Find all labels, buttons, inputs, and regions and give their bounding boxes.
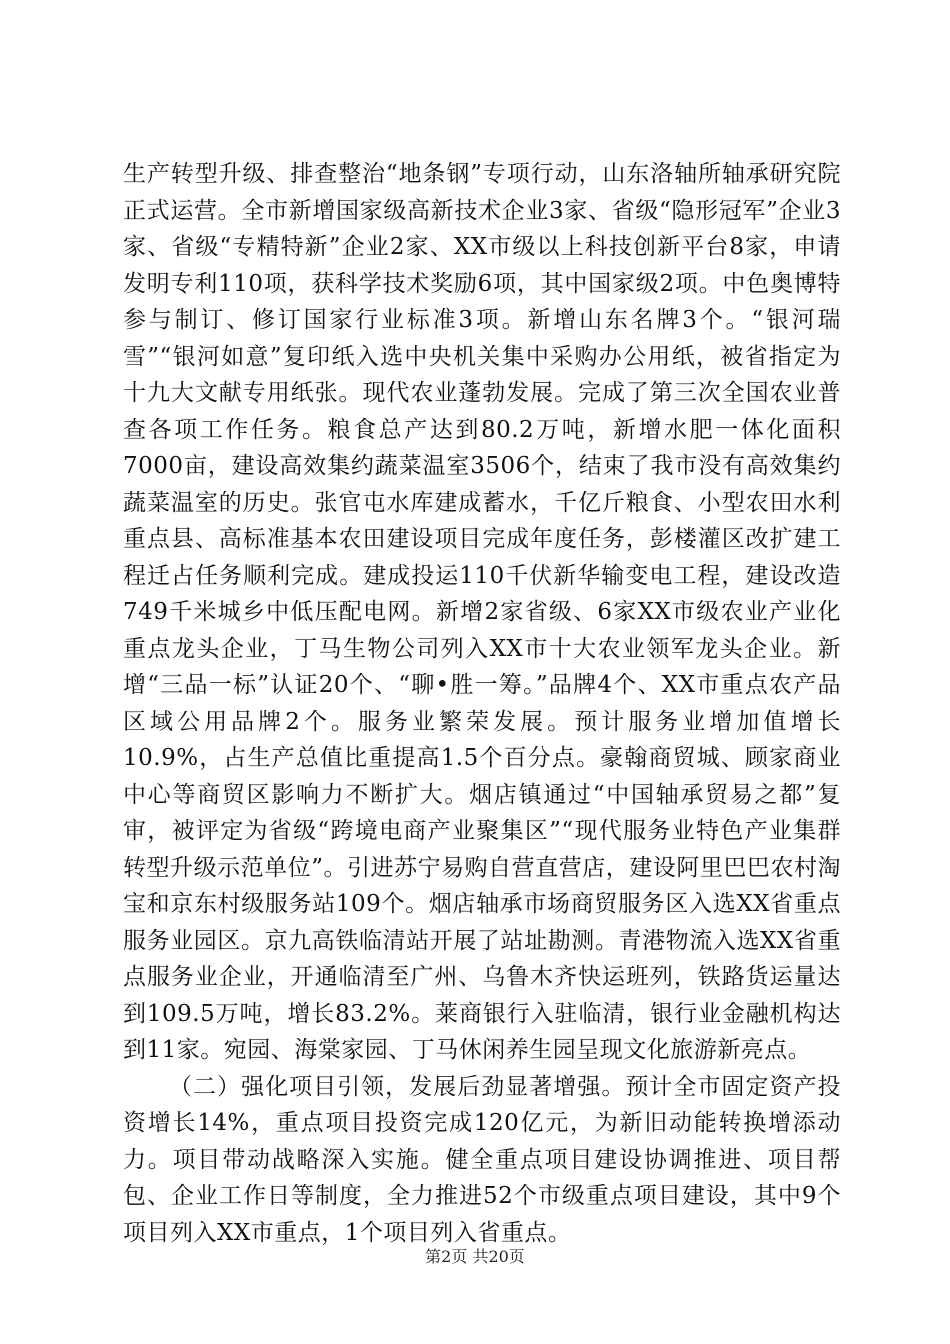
body-text <box>123 156 841 1251</box>
paragraph-section-2: （二）强化项目引领，发展后劲显著增强。预计全市固定资产投资增长14%，重点项目投资完成120亿元，为新旧动能转换增添动力。项目带动战略深入实施。健全重点项目建设协调推进、项目帮包、企业工作日等制度，全力推进52个市级重点项目建设，其中9个项目列入XX市重点，1个项目列入省重点。 <box>123 1073 841 1246</box>
page-footer: 第2页 共20页 <box>425 1247 525 1266</box>
paragraph-continued: 生产转型升级、排查整治“地条钢”专项行动，山东洛轴所轴承研究院正式运营。全市新增国家级高新技术企业3家、省级“隐形冠军”企业3家、省级“专精特新”企业2家、XX市级以上科技创新平台8家，申请发明专利110项，获科学技术奖励6项，其中国家级2项。中色奥博特参与制订、修订国家行业标准3项。新增山东名牌3个。“银河瑞雪”“银河如意”复印纸入选中央机关集中采购办公用纸，被省指定为十九大文献专用纸张。现代农业蓬勃发展。完成了第三次全国农业普查各项工作任务。粮食总产达到80.2万吨，新增水肥一体化面积7000亩，建设高效集约蔬菜温室3506个，结束了我市没有高效集约蔬菜温室的历史。张官屯水库建成蓄水，千亿斤粮食、小型农田水利重点县、高标准基本农田建设项目完成年度任务，彭楼灌区改扩建工程迁占任务顺利完成。建成投运110千伏新华输变电工程，建设改造749千米城乡中低压配电网。新增2家省级、6家XX市级农业产业化重点龙头企业，丁马生物公司列入XX市十大农业领军龙头企业。新增“三品一标”认证20个、“聊•胜一筹。”品牌4个、XX市重点农产品区域公用品牌2个。服务业繁荣发展。预计服务业增加值增长10.9%，占生产总值比重提高1.5个百分点。豪翰商贸城、顾家商业中心等商贸区影响力不断扩大。烟店镇通过“中国轴承贸易之都”复审，被评定为省级“跨境电商产业聚集区”“现代服务业特色产业集群转型升级示范单位”。引进苏宁易购自营直营店，建设阿里巴巴农村淘宝和京东村级服务站109个。烟店轴承市场商贸服务区入选XX省重点服务业园区。京九高铁临清站开展了站址勘测。青港物流入选XX省重点服务业企业，开通临清至广州、乌鲁木齐快运班列，铁路货运量达到109.5万吨，增长83.2%。莱商银行入驻临清，银行业金融机构达到11家。宛园、海棠家园、丁马休闲养生园呈现文化旅游新亮点。 <box>123 161 841 1063</box>
